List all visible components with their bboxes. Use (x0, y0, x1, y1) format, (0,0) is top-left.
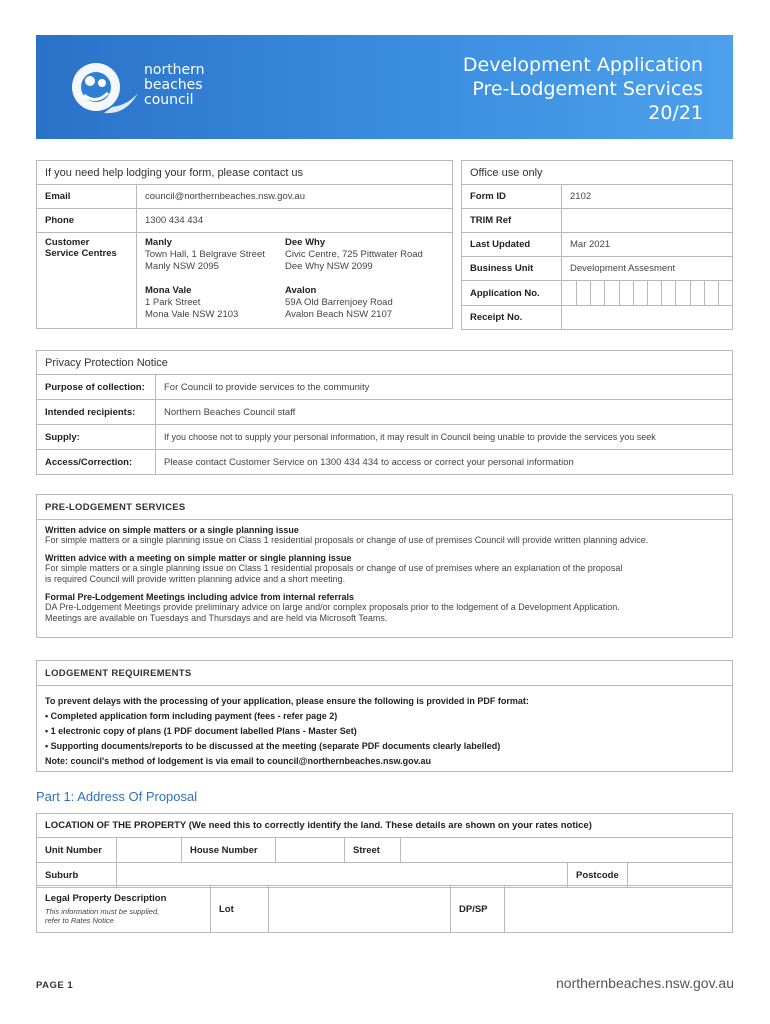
contact-heading: If you need help lodging your form, please contact us (37, 161, 453, 185)
centre-manly: Manly Town Hall, 1 Belgrave Street Manly NSW 2095 (145, 237, 265, 272)
email-label: Email (37, 185, 137, 209)
privacy-purpose-value: For Council to provide services to the community (156, 375, 733, 400)
page-number: PAGE 1 (36, 980, 74, 991)
header-banner (36, 35, 733, 139)
lodgement-note: Note: council's method of lodgement is via email to council@northernbeaches.nsw.gov.au (45, 756, 431, 766)
prelodgement-section (36, 494, 733, 638)
last-updated-label: Last Updated (462, 233, 562, 257)
office-use-table (461, 160, 733, 330)
part1-title: Part 1: Address Of Proposal (36, 789, 198, 804)
business-unit-label: Business Unit (462, 257, 562, 281)
footer-url[interactable]: northernbeaches.nsw.gov.au (556, 975, 734, 991)
office-heading: Office use only (462, 161, 733, 185)
legal-description-label: Legal Property Description This information must be supplied, refer to Rates Notice (37, 886, 211, 933)
privacy-access-value: Please contact Customer Service on 1300 434 434 to access or correct your personal information (156, 450, 733, 475)
email-value[interactable]: council@northernbeaches.nsw.gov.au (137, 185, 453, 209)
privacy-access-label: Access/Correction: (37, 450, 156, 475)
privacy-table (36, 350, 733, 475)
application-no-label: Application No. (462, 281, 562, 306)
lodgement-bullet: • 1 electronic copy of plans (1 PDF document labelled Plans - Master Set) (45, 726, 357, 736)
business-unit-value: Development Assesment (562, 257, 733, 281)
privacy-recipients-value: Northern Beaches Council staff (156, 400, 733, 425)
privacy-supply-label: Supply: (37, 425, 156, 450)
phone-value: 1300 434 434 (137, 209, 453, 233)
receipt-no-label: Receipt No. (462, 306, 562, 330)
privacy-purpose-label: Purpose of collection: (37, 375, 156, 400)
logo-wordmark: northern beaches council (144, 62, 205, 108)
dpsp-label: DP/SP (451, 886, 505, 933)
lodgement-intro: To prevent delays with the processing of your application, please ensure the following is provided in PDF format: (45, 696, 529, 706)
postcode-input[interactable] (628, 863, 733, 888)
form-id-value: 2102 (562, 185, 733, 209)
phone-label: Phone (37, 209, 137, 233)
receipt-no-field[interactable] (562, 306, 733, 330)
lodgement-heading: LODGEMENT REQUIREMENTS (37, 661, 732, 686)
trim-ref-field[interactable] (562, 209, 733, 233)
privacy-recipients-label: Intended recipients: (37, 400, 156, 425)
service-centres (137, 233, 453, 329)
street-input[interactable] (401, 838, 733, 863)
centre-mona-vale: Mona Vale 1 Park Street Mona Vale NSW 2103 (145, 285, 239, 320)
council-logo-icon (68, 57, 140, 119)
service-centres-label: Customer Service Centres (37, 233, 137, 329)
lot-input[interactable] (269, 886, 451, 933)
street-label: Street (345, 838, 401, 863)
unit-number-input[interactable] (117, 838, 182, 863)
centre-dee-why: Dee Why Civic Centre, 725 Pittwater Road Dee Why NSW 2099 (285, 237, 423, 272)
lodgement-bullet: • Completed application form including payment (fees - refer page 2) (45, 711, 338, 721)
privacy-supply-value: If you choose not to supply your personal information, it may result in Council being unable to provide the services you seek (156, 425, 733, 450)
prelodgement-heading: PRE-LODGEMENT SERVICES (37, 495, 732, 520)
house-number-input[interactable] (276, 838, 345, 863)
contact-table (36, 160, 453, 329)
lodgement-bullet: • Supporting documents/reports to be discussed at the meeting (separate PDF documents clearly labelled) (45, 741, 501, 751)
centre-avalon: Avalon 59A Old Barrenjoey Road Avalon Beach NSW 2107 (285, 285, 393, 320)
prelodgement-item: Formal Pre-Lodgement Meetings including advice from internal referrals DA Pre-Lodgement Meetings provide preliminary advice on large and/or complex proposals prior to the lodgement of a Development Application. Meetings are available on Tuesdays and Thursdays and are held via Microsoft Teams. (45, 591, 620, 623)
location-heading: LOCATION OF THE PROPERTY (We need this to correctly identify the land. These details are shown on your rates notice) (37, 814, 733, 838)
suburb-input[interactable] (117, 863, 568, 888)
postcode-label: Postcode (568, 863, 628, 888)
application-no-field[interactable] (562, 281, 733, 306)
trim-ref-label: TRIM Ref (462, 209, 562, 233)
unit-number-label: Unit Number (37, 838, 117, 863)
house-number-label: House Number (182, 838, 276, 863)
legal-description-table (36, 885, 733, 933)
address-table (36, 813, 733, 888)
suburb-label: Suburb (37, 863, 117, 888)
document-title: Development Application Pre-Lodgement Services 20/21 (462, 54, 703, 124)
privacy-heading: Privacy Protection Notice (37, 351, 733, 375)
prelodgement-item: Written advice on simple matters or a single planning issue For simple matters or a single planning issue on Class 1 residential proposals or change of use of premises Council will provide written planning advice. (45, 525, 649, 545)
lot-label: Lot (211, 886, 269, 933)
form-id-label: Form ID (462, 185, 562, 209)
dpsp-input[interactable] (505, 886, 733, 933)
prelodgement-item: Written advice with a meeting on simple matter or single planning issue For simple matters or a single planning issue on Class 1 residential proposals or change of use of premises where an explanation of the proposal is required Council will provide written planning advice and a short meeting. (45, 552, 623, 584)
lodgement-section (36, 660, 733, 772)
last-updated-value: Mar 2021 (562, 233, 733, 257)
